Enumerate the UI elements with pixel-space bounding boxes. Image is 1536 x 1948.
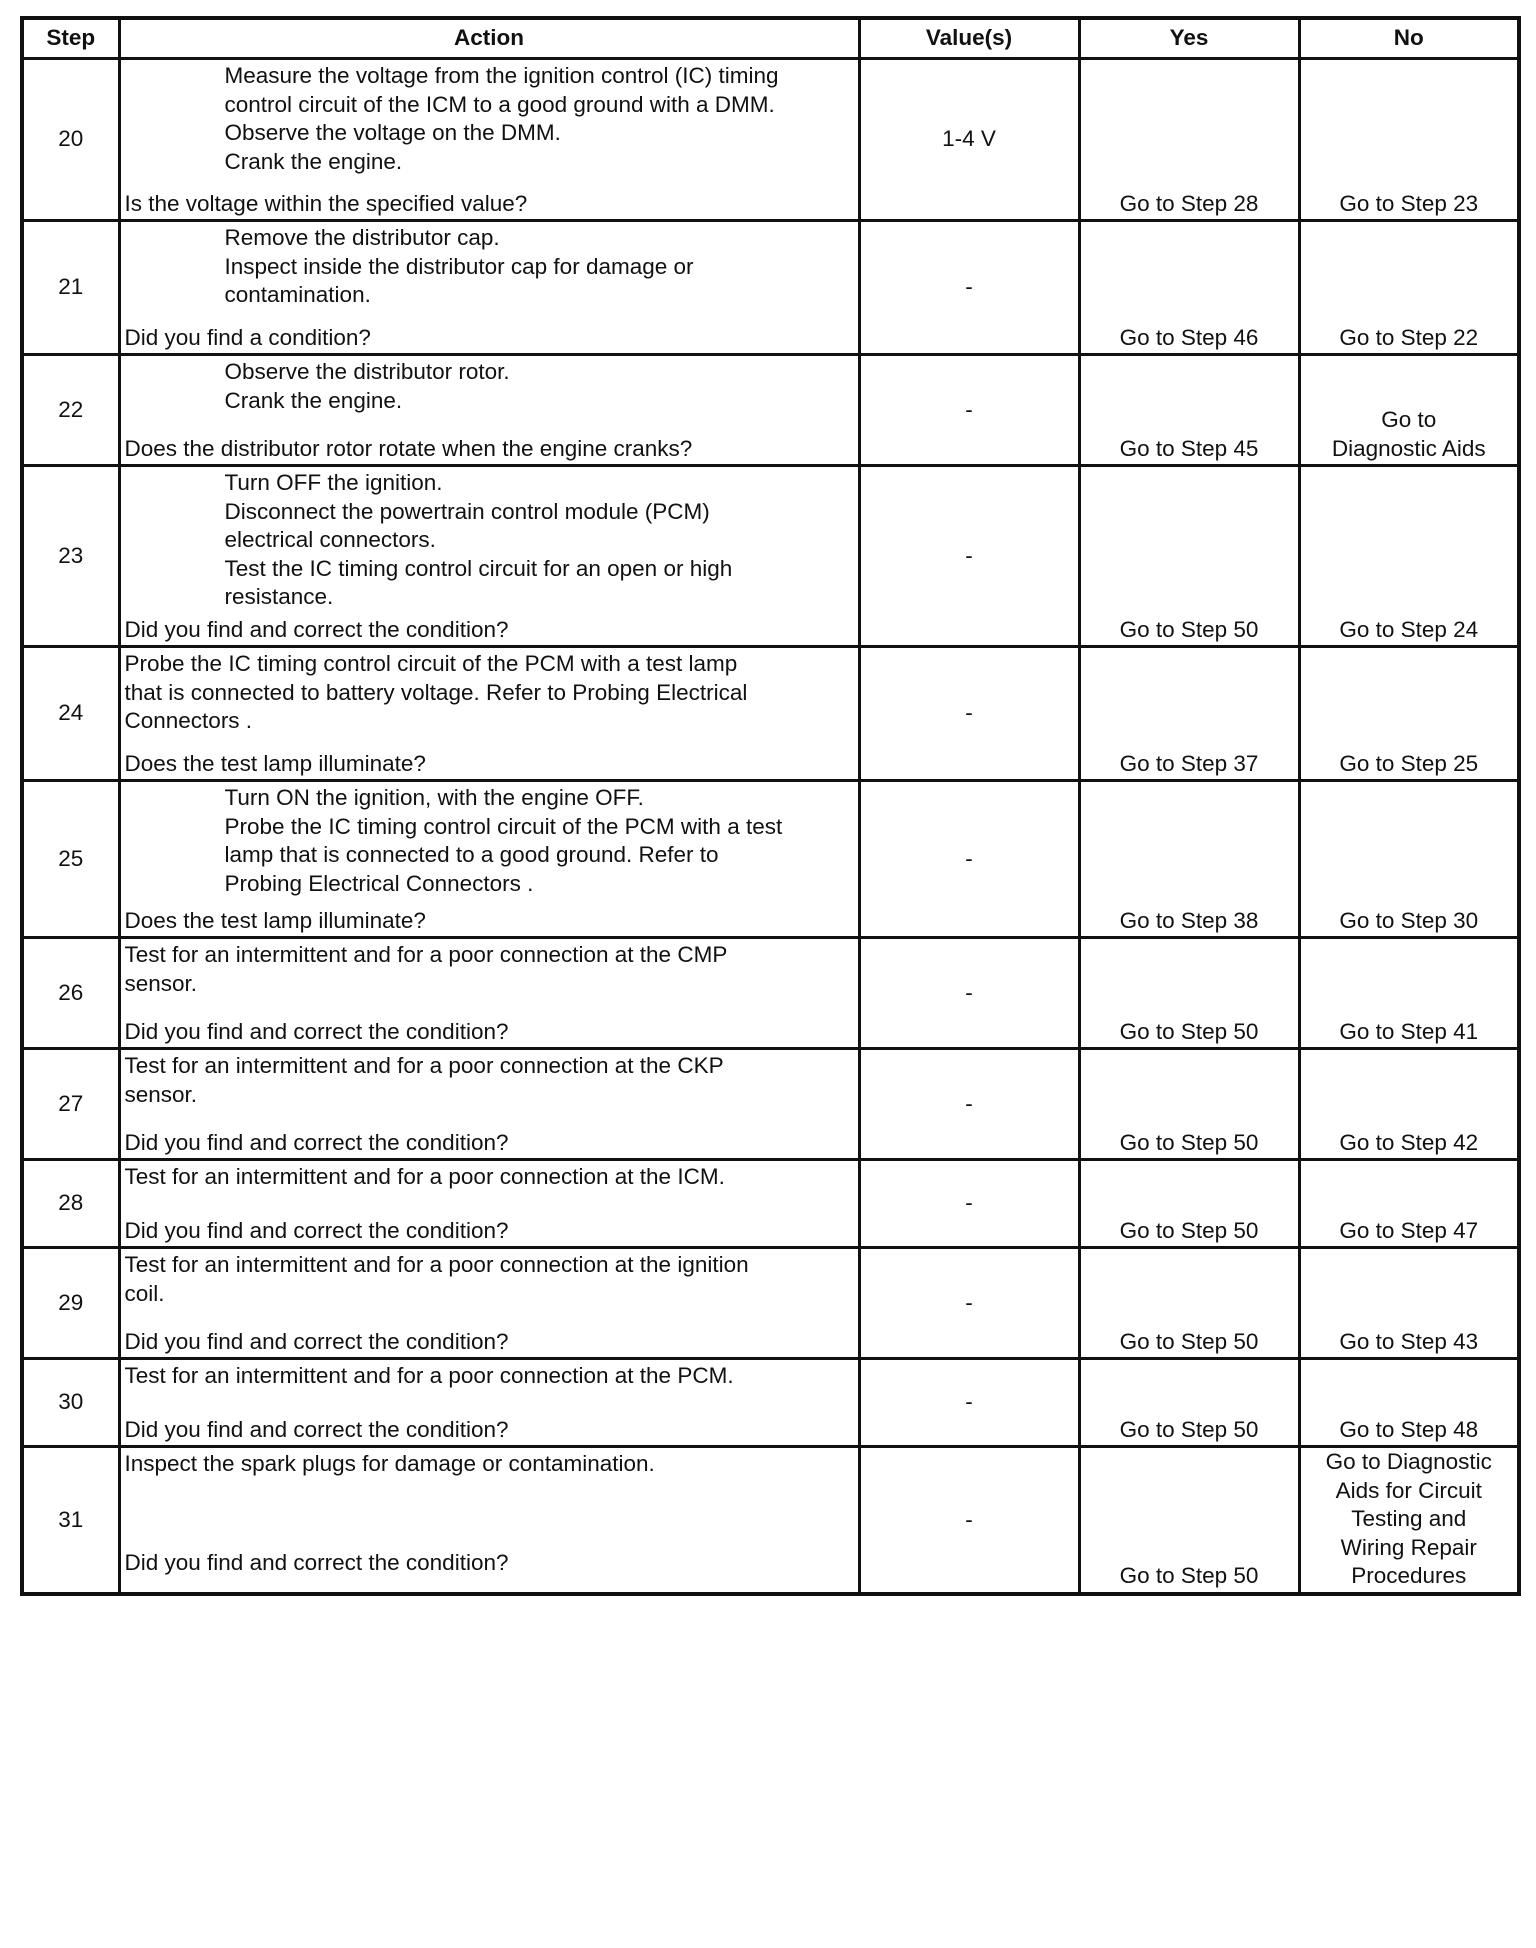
table-row bbox=[22, 221, 1519, 355]
action-line: resistance. bbox=[224, 584, 334, 609]
action-cell bbox=[119, 1447, 859, 1594]
action-content bbox=[121, 782, 858, 936]
table-row bbox=[22, 355, 1519, 466]
table-row bbox=[22, 647, 1519, 781]
diagnostic-table bbox=[20, 16, 1521, 1596]
yes-result: Go to Step 50 bbox=[1079, 1049, 1299, 1160]
action-content bbox=[121, 1448, 858, 1578]
table-header-row bbox=[22, 18, 1519, 59]
action-cell bbox=[119, 355, 859, 466]
value-cell: - bbox=[859, 1049, 1079, 1160]
action-line: Crank the engine. bbox=[224, 148, 403, 174]
action-cell bbox=[119, 221, 859, 355]
action-question: Is the voltage within the specified value? bbox=[124, 190, 528, 216]
action-question: Does the distributor rotor rotate when the engine cranks? bbox=[124, 435, 693, 461]
action-instructions bbox=[121, 467, 858, 612]
action-line: Test the IC timing control circuit for an open or high bbox=[224, 555, 733, 581]
action-cell bbox=[119, 781, 859, 938]
value-cell: - bbox=[859, 355, 1079, 466]
step-number: 24 bbox=[22, 647, 119, 781]
action-line: Test for an intermittent and for a poor connection at the ignition bbox=[124, 1252, 749, 1277]
no-result: Go to Step 30 bbox=[1299, 781, 1519, 938]
action-line: Test for an intermittent and for a poor connection at the CKP bbox=[124, 1053, 724, 1078]
no-result: Go to Step 25 bbox=[1299, 647, 1519, 781]
action-cell bbox=[119, 647, 859, 781]
diagnostic-table-page bbox=[20, 16, 1517, 1596]
action-cell bbox=[119, 1359, 859, 1447]
value-cell: - bbox=[859, 1248, 1079, 1359]
yes-result: Go to Step 45 bbox=[1079, 355, 1299, 466]
action-instructions bbox=[121, 1161, 858, 1192]
no-result: Go to Step 41 bbox=[1299, 938, 1519, 1049]
table-row bbox=[22, 1359, 1519, 1447]
action-question: Did you find a condition? bbox=[124, 324, 371, 350]
no-result: Go to Step 24 bbox=[1299, 466, 1519, 647]
action-line: Test for an intermittent and for a poor connection at the CMP bbox=[124, 942, 728, 967]
action-content bbox=[121, 1249, 858, 1357]
action-line: sensor. bbox=[124, 1081, 198, 1107]
action-cell bbox=[119, 1049, 859, 1160]
action-question: Does the test lamp illuminate? bbox=[124, 750, 426, 776]
action-line: Remove the distributor cap. bbox=[224, 225, 500, 250]
action-instructions bbox=[121, 1249, 858, 1308]
action-line: Inspect inside the distributor cap for damage or bbox=[224, 253, 694, 279]
header-values: Value(s) bbox=[859, 18, 1079, 59]
action-content bbox=[121, 1161, 858, 1246]
value-cell: - bbox=[859, 938, 1079, 1049]
yes-result: Go to Step 46 bbox=[1079, 221, 1299, 355]
action-line: sensor. bbox=[124, 970, 198, 996]
action-content bbox=[121, 467, 858, 645]
value-cell: 1-4 V bbox=[859, 59, 1079, 221]
yes-result: Go to Step 50 bbox=[1079, 1447, 1299, 1594]
value-cell: - bbox=[859, 1160, 1079, 1248]
action-instructions bbox=[121, 1360, 858, 1391]
action-instructions bbox=[121, 782, 858, 898]
value-cell: - bbox=[859, 1359, 1079, 1447]
yes-result: Go to Step 38 bbox=[1079, 781, 1299, 938]
action-line: Probe the IC timing control circuit of the PCM with a test lamp bbox=[124, 651, 738, 676]
step-number: 30 bbox=[22, 1359, 119, 1447]
no-result: Go to Step 42 bbox=[1299, 1049, 1519, 1160]
action-line: Test for an intermittent and for a poor connection at the PCM. bbox=[124, 1363, 734, 1388]
value-cell: - bbox=[859, 781, 1079, 938]
table-row bbox=[22, 1049, 1519, 1160]
action-instructions bbox=[121, 939, 858, 998]
yes-result: Go to Step 37 bbox=[1079, 647, 1299, 781]
action-cell bbox=[119, 1160, 859, 1248]
yes-result: Go to Step 28 bbox=[1079, 59, 1299, 221]
action-cell bbox=[119, 59, 859, 221]
action-content bbox=[121, 648, 858, 779]
no-result: Go to Step 48 bbox=[1299, 1359, 1519, 1447]
action-instructions bbox=[121, 648, 858, 736]
yes-result: Go to Step 50 bbox=[1079, 1359, 1299, 1447]
no-result: Go to Step 43 bbox=[1299, 1248, 1519, 1359]
action-instructions bbox=[121, 60, 858, 176]
no-result: Go to Diagnostic Aids bbox=[1299, 355, 1519, 466]
step-number: 21 bbox=[22, 221, 119, 355]
step-number: 31 bbox=[22, 1447, 119, 1594]
step-number: 29 bbox=[22, 1248, 119, 1359]
table-row bbox=[22, 938, 1519, 1049]
action-line: Measure the voltage from the ignition control (IC) timing bbox=[224, 63, 779, 88]
value-cell: - bbox=[859, 466, 1079, 647]
action-line: lamp that is connected to a good ground. Refer to bbox=[224, 842, 719, 867]
table-row bbox=[22, 1160, 1519, 1248]
header-yes: Yes bbox=[1079, 18, 1299, 59]
action-instructions bbox=[121, 356, 858, 415]
yes-result: Go to Step 50 bbox=[1079, 466, 1299, 647]
action-cell bbox=[119, 1248, 859, 1359]
step-number: 22 bbox=[22, 355, 119, 466]
action-question: Did you find and correct the condition? bbox=[124, 1549, 509, 1575]
table-row bbox=[22, 781, 1519, 938]
yes-result: Go to Step 50 bbox=[1079, 938, 1299, 1049]
no-result: Go to Diagnostic Aids for Circuit Testing and Wiring Repair Procedures bbox=[1299, 1447, 1519, 1594]
value-cell: - bbox=[859, 647, 1079, 781]
step-number: 26 bbox=[22, 938, 119, 1049]
action-content bbox=[121, 939, 858, 1047]
action-line: Turn ON the ignition, with the engine OFF. bbox=[224, 785, 644, 810]
yes-result: Go to Step 50 bbox=[1079, 1248, 1299, 1359]
action-line: contamination. bbox=[224, 282, 371, 307]
action-question: Did you find and correct the condition? bbox=[124, 1129, 509, 1155]
action-line: coil. bbox=[124, 1280, 165, 1306]
action-line: Turn OFF the ignition. bbox=[224, 470, 443, 495]
action-line: control circuit of the ICM to a good ground with a DMM. bbox=[224, 91, 775, 117]
header-action: Action bbox=[119, 18, 859, 59]
action-content bbox=[121, 356, 858, 464]
action-line: Inspect the spark plugs for damage or contamination. bbox=[124, 1451, 655, 1476]
action-question: Did you find and correct the condition? bbox=[124, 616, 509, 642]
step-number: 27 bbox=[22, 1049, 119, 1160]
action-line: that is connected to battery voltage. Refer to Probing Electrical bbox=[124, 679, 748, 705]
table-row bbox=[22, 59, 1519, 221]
action-content bbox=[121, 1360, 858, 1445]
action-question: Did you find and correct the condition? bbox=[124, 1328, 509, 1354]
value-cell: - bbox=[859, 1447, 1079, 1594]
value-cell: - bbox=[859, 221, 1079, 355]
step-number: 28 bbox=[22, 1160, 119, 1248]
header-step: Step bbox=[22, 18, 119, 59]
action-question: Did you find and correct the condition? bbox=[124, 1217, 509, 1243]
yes-result: Go to Step 50 bbox=[1079, 1160, 1299, 1248]
action-line: Observe the distributor rotor. bbox=[224, 359, 510, 384]
action-line: Probe the IC timing control circuit of the PCM with a test bbox=[224, 813, 783, 839]
action-question: Did you find and correct the condition? bbox=[124, 1018, 509, 1044]
action-line: Disconnect the powertrain control module (PCM) bbox=[224, 498, 710, 524]
no-result: Go to Step 23 bbox=[1299, 59, 1519, 221]
table-row bbox=[22, 1447, 1519, 1594]
action-line: Observe the voltage on the DMM. bbox=[224, 120, 561, 145]
action-instructions bbox=[121, 1448, 858, 1479]
step-number: 23 bbox=[22, 466, 119, 647]
table-row bbox=[22, 1248, 1519, 1359]
step-number: 25 bbox=[22, 781, 119, 938]
no-result: Go to Step 47 bbox=[1299, 1160, 1519, 1248]
action-content bbox=[121, 222, 858, 353]
action-instructions bbox=[121, 1050, 858, 1109]
action-content bbox=[121, 60, 858, 219]
action-content bbox=[121, 1050, 858, 1158]
action-cell bbox=[119, 938, 859, 1049]
action-line: Crank the engine. bbox=[224, 387, 403, 413]
action-line: Test for an intermittent and for a poor connection at the ICM. bbox=[124, 1164, 725, 1189]
action-line: Probing Electrical Connectors . bbox=[224, 870, 534, 896]
header-no: No bbox=[1299, 18, 1519, 59]
step-number: 20 bbox=[22, 59, 119, 221]
action-line: Connectors . bbox=[124, 708, 253, 733]
action-question: Did you find and correct the condition? bbox=[124, 1416, 509, 1442]
action-instructions bbox=[121, 222, 858, 310]
action-line: electrical connectors. bbox=[224, 527, 436, 552]
action-question: Does the test lamp illuminate? bbox=[124, 907, 426, 933]
table-row bbox=[22, 466, 1519, 647]
no-result: Go to Step 22 bbox=[1299, 221, 1519, 355]
action-cell bbox=[119, 466, 859, 647]
